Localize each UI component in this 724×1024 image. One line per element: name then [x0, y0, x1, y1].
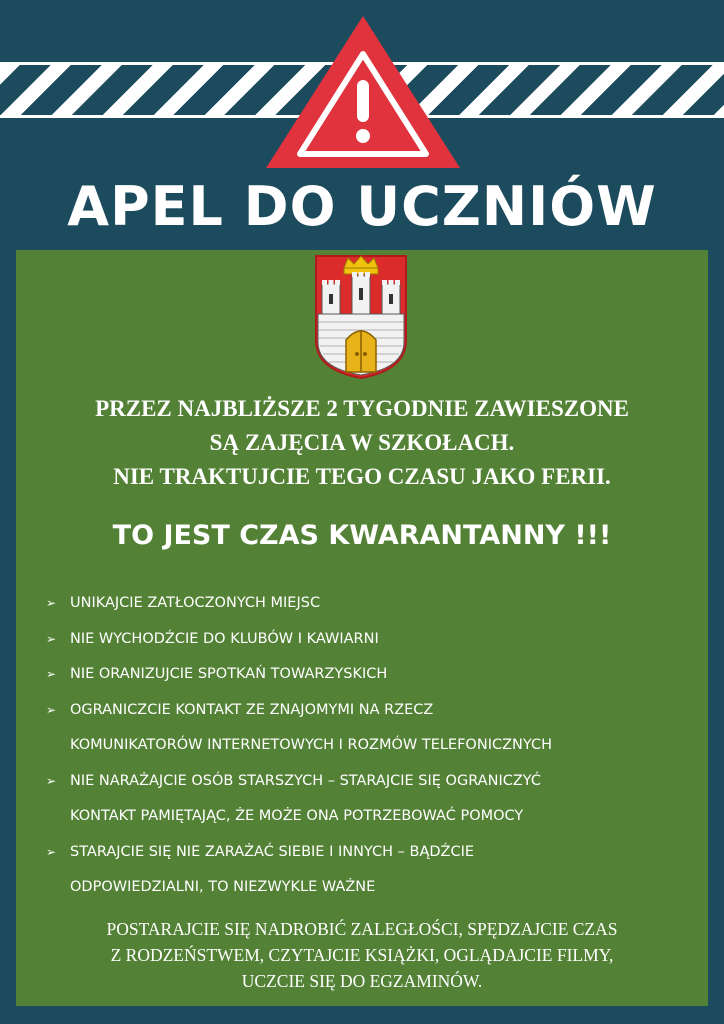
intro-line: SĄ ZAJĘCIA W SZKOŁACH.: [209, 430, 515, 455]
list-item: [46, 764, 696, 835]
intro-line: PRZEZ NAJBLIŻSZE 2 TYGODNIE ZAWIESZONE: [95, 396, 629, 421]
arrow-bullet-icon: ➢: [46, 631, 57, 646]
list-item: [46, 835, 696, 906]
intro-text: [16, 392, 708, 494]
list-item: [46, 586, 696, 622]
quarantine-headline: TO JEST CZAS KWARANTANNY !!!: [112, 520, 612, 551]
arrow-bullet-icon: ➢: [46, 596, 57, 610]
arrow-bullet-icon: ➢: [46, 773, 57, 788]
warning-triangle-icon: [264, 14, 462, 170]
content-panel: [16, 250, 708, 1006]
list-item-text: UNIKAJCIE ZATŁOCZONYCH MIEJSC: [70, 595, 321, 611]
list-item-text: STARAJCIE SIĘ NIE ZARAŻAĆ SIEBIE I INNYCH – BĄDŹCIE: [70, 843, 475, 860]
list-item-text: KONTAKT PAMIĘTAJĄC, ŻE MOŻE ONA POTRZEBOWAĆ POMOCY: [70, 808, 524, 824]
arrow-bullet-icon: ➢: [46, 844, 57, 859]
intro-line: NIE TRAKTUJCIE TEGO CZASU JAKO FERII.: [113, 464, 611, 489]
list-item-text: NIE WYCHODŹCIE DO KLUBÓW I KAWIARNI: [70, 630, 379, 647]
list-item-text: NIE NARAŻAJCIE OSÓB STARSZYCH – STARAJCIE SIĘ OGRANICZYĆ: [70, 772, 541, 789]
page-title: APEL DO UCZNIÓW: [67, 175, 657, 238]
closing-line: UCZCIE SIĘ DO EGZAMINÓW.: [241, 971, 483, 991]
arrow-bullet-icon: ➢: [46, 702, 57, 717]
list-item-text: NIE ORANIZUJCIE SPOTKAŃ TOWARZYSKICH: [70, 666, 388, 682]
closing-line: POSTARAJCIE SIĘ NADROBIĆ ZALEGŁOŚCI, SPĘDZAJCIE CZAS: [106, 919, 618, 939]
list-item-text: OGRANICZCIE KONTAKT ZE ZNAJOMYMI NA RZECZ: [70, 701, 434, 718]
arrow-bullet-icon: ➢: [46, 667, 57, 681]
list-item: [46, 657, 696, 693]
list-item-text: ODPOWIEDZIALNI, TO NIEZWYKLE WAŻNE: [70, 879, 376, 895]
coat-of-arms-icon: [314, 254, 408, 380]
advice-list: [46, 586, 696, 906]
list-item-text: KOMUNIKATORÓW INTERNETOWYCH I ROZMÓW TELEFONICZNYCH: [70, 737, 552, 753]
closing-text: [16, 916, 708, 994]
list-item: [46, 693, 696, 764]
closing-line: Z RODZEŃSTWEM, CZYTAJCIE KSIĄŻKI, OGLĄDAJCIE FILMY,: [110, 945, 614, 965]
list-item: [46, 622, 696, 658]
